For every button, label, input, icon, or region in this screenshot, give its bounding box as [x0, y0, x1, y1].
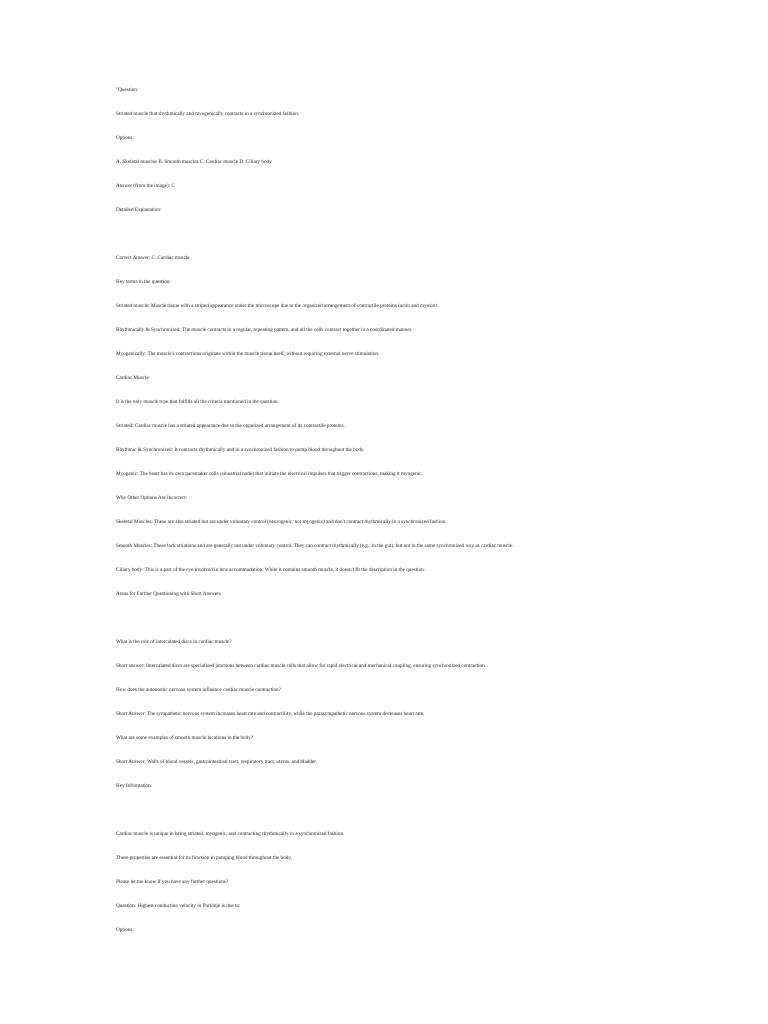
- incorrect-heading: Why Other Options Are Incorrect:: [116, 495, 188, 501]
- incorrect-smooth: Smooth Muscles: These lack striations and are generally not under voluntary control. They can contract rhythmically (e.g., in the gut), but not in the same synchronized way as cardiac muscle.: [116, 543, 514, 549]
- cardiac-striated: Striated: Cardiac muscle has a striated appearance due to the organized arrangement of its contractile proteins.: [116, 423, 345, 429]
- term-rhythmic: Rhythmically & Synchronized: The muscle contracts in a regular, repeating pattern, and all the cells contract together in a coordinated manner.: [116, 327, 413, 333]
- correct-answer-line: Correct Answer: C. Cardiac muscle: [116, 255, 190, 261]
- options-list: A. Skeletal muscles B. Smooth muscles C. Cardiac muscle D. Ciliary body: [116, 159, 272, 165]
- question-heading: "Question:: [116, 87, 139, 93]
- further-answer-1: Short answer: Intercalated discs are specialized junctions between cardiac muscle cells that allow for rapid electrical and mechanical coupling, ensuring synchronized contraction.: [116, 663, 487, 669]
- further-question-1: What is the role of intercalated discs in cardiac muscle?: [116, 639, 232, 645]
- explanation-heading: Detailed Explanation:: [116, 207, 162, 213]
- further-answer-2: Short Answer: The sympathetic nervous system increases heart rate and contractility, while the parasympathetic nervous system decreases heart rate.: [116, 711, 425, 717]
- cardiac-criteria: It is the only muscle type that fulfills all the criteria mentioned in the question.: [116, 399, 279, 405]
- key-terms-heading: Key terms in the question:: [116, 279, 171, 285]
- closing-line: Please let me know if you have any further questions?: [116, 879, 229, 885]
- question-text: Striated muscle that rhythmically and myogenically contracts in a synchronized fashion.: [116, 111, 300, 117]
- cardiac-rhythmic: Rhythmic & Synchronized: It contracts rhythmically and in a synchronized fashion to pump blood throughout the body.: [116, 447, 365, 453]
- key-info-2: These properties are essential for its function in pumping blood throughout the body.: [116, 855, 292, 861]
- further-question-2: How does the autonomic nervous system influence cardiac muscle contraction?: [116, 687, 281, 693]
- key-info-heading: Key Information:: [116, 783, 153, 789]
- answer-line: Answer (from the image): C: [116, 183, 175, 189]
- incorrect-ciliary: Ciliary body: This is a part of the eye involved in lens accommodation. While it contains smooth muscle, it doesn't fit the description in the question.: [116, 567, 426, 573]
- key-info-1: Cardiac muscle is unique in being striated, myogenic, and contracting rhythmically in a synchronized fashion.: [116, 831, 345, 837]
- cardiac-myogenic: Myogenic: The heart has its own pacemaker cells (sinoatrial node) that initiate the electrical impulses that trigger contractions, making it myogenic.: [116, 471, 423, 477]
- next-question: Question: Highest conduction velocity in Purkinje is due to:: [116, 903, 241, 909]
- incorrect-skeletal: Skeletal Muscles: These are also striated but are under voluntary control (neurogenic, not myogenic) and don't contract rhythmically in a synchronized fashion.: [116, 519, 447, 525]
- further-question-3: What are some examples of smooth muscle locations in the body?: [116, 735, 254, 741]
- term-striated: Striated muscle: Muscle tissue with a striped appearance under the microscope due to the organized arrangement of contractile proteins (actin and myosin).: [116, 303, 439, 309]
- further-heading: Areas for Further Questioning with Short Answers: [116, 591, 221, 597]
- term-myogenic: Myogenically: The muscle's contractions originate within the muscle tissue itself, without requiring external nerve stimulation.: [116, 351, 380, 357]
- options-heading: Options:: [116, 135, 134, 141]
- cardiac-heading: Cardiac Muscle:: [116, 375, 151, 381]
- further-answer-3: Short Answer: Walls of blood vessels, gastrointestinal tract, respiratory tract, uterus, and bladder.: [116, 759, 318, 765]
- next-options-heading: Options:: [116, 927, 134, 933]
